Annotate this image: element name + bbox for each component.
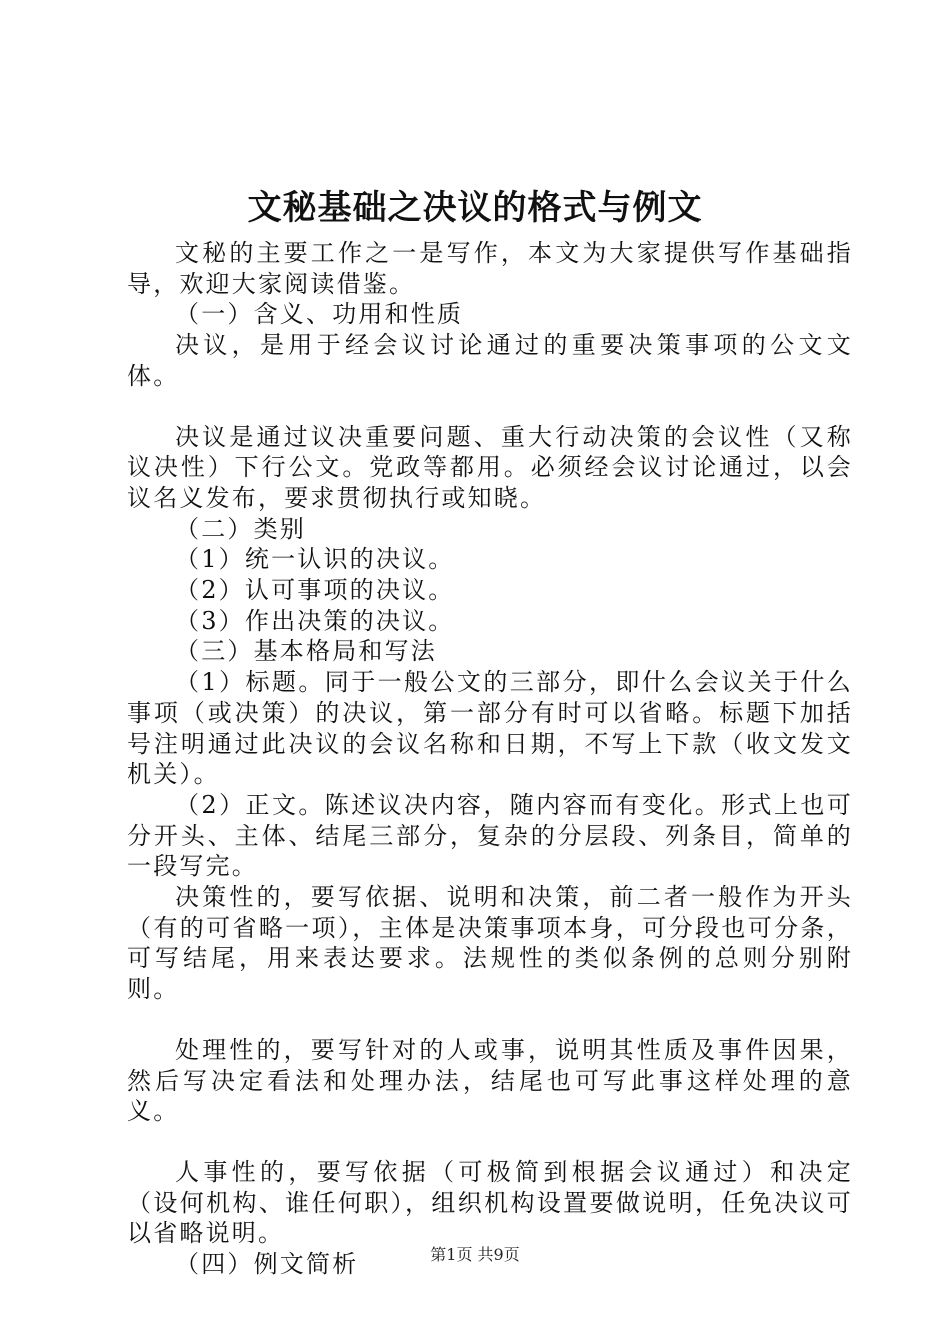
paragraph-personnel-type: 人事性的，要写依据（可极简到根据会议通过）和决定（设何机构、谁任何职），组织机构设置要做说明，任免决议可以省略说明。 (127, 1157, 853, 1248)
list-item-category-2: （2）认可事项的决议。 (175, 576, 455, 605)
paragraph-decision-type: 决策性的，要写依据、说明和决策，前二者一般作为开头（有的可省略一项），主体是决策事项本身，可分段也可分条，可写结尾，用来表达要求。法规性的类似条例的总则分别附则。 (127, 883, 853, 1004)
paragraph-intro: 文秘的主要工作之一是写作，本文为大家提供写作基础指导，欢迎大家阅读借鉴。 (127, 239, 853, 298)
paragraph-handling-type: 处理性的，要写针对的人或事，说明其性质及事件因果，然后写决定看法和处理办法，结尾也可写此事这样处理的意义。 (127, 1035, 853, 1126)
section-heading-categories: （二）类别 (175, 514, 306, 543)
section-heading-format: （三）基本格局和写法 (175, 637, 437, 666)
list-item-category-1: （1）统一认识的决议。 (175, 545, 455, 574)
section-heading-examples: （四）例文简析 (175, 1250, 359, 1279)
paragraph-title-format: （1）标题。同于一般公文的三部分，即什么会议关于什么事项（或决策）的决议，第一部分有时可以省略。标题下加括号注明通过此决议的会议名称和日期，不写上下款（收文发文机关）。 (127, 668, 853, 789)
list-item-category-3: （3）作出决策的决议。 (175, 606, 455, 635)
page-number: 第1页 共9页 (430, 1245, 520, 1264)
paragraph-nature: 决议是通过议决重要问题、重大行动决策的会议性（又称议决性）下行公文。党政等都用。必须经会议讨论通过，以会议名义发布，要求贯彻执行或知晓。 (127, 422, 853, 512)
document-body (127, 238, 853, 1280)
paragraph-definition: 决议，是用于经会议讨论通过的重要决策事项的公文文体。 (127, 331, 853, 390)
section-heading-meaning: （一）含义、功用和性质 (175, 300, 464, 329)
paragraph-body-format: （2）正文。陈述议决内容，随内容而有变化。形式上也可分开头、主体、结尾三部分，复杂的分层段、列条目，简单的一段写完。 (127, 790, 853, 881)
document-title: 文秘基础之决议的格式与例文 (247, 188, 703, 228)
